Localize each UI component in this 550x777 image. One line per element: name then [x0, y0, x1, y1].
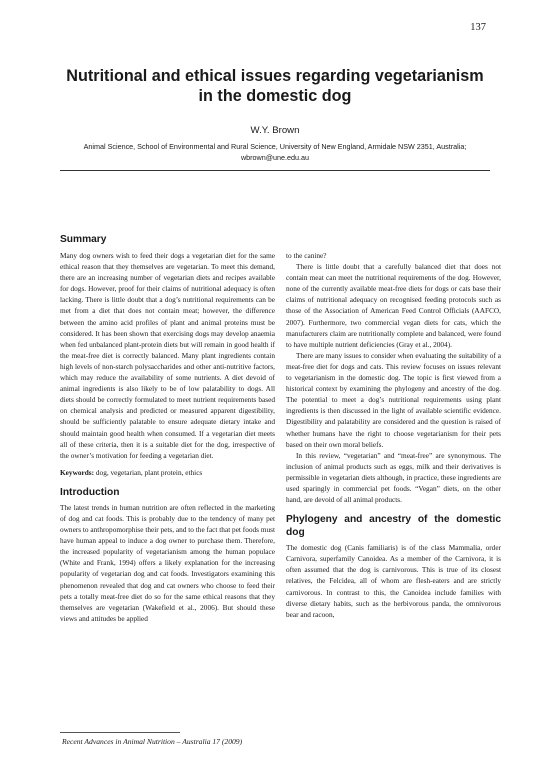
keywords [60, 467, 275, 478]
right-paragraph-2: There is little doubt that a carefully balanced diet that does not contain meat can meet the nutritional requirements of the dog. However, none of the currently available meat-free diets for dogs or cats base their claims of nutritional adequacy on recognised feeding protocols such as those of the Association of American Feed Control Officials (AAFCO, 2007). Furthermore, two commercial vegan diets for cats, which the manufacturers claim are nutritionally complete and balanced, were found to have multiple nutrient deficiencies (Gray et al., 2004). [286, 262, 501, 349]
paper-title: Nutritional and ethical issues regarding vegetarianism in the domestic dog [66, 67, 484, 105]
left-column [60, 250, 275, 624]
page-number: 137 [470, 22, 486, 33]
right-paragraph-1: to the canine? [286, 251, 327, 260]
summary-heading: Summary [60, 234, 107, 245]
footer-rule [60, 732, 180, 733]
author: W.Y. Brown [250, 125, 300, 136]
summary-text: Many dog owners wish to feed their dogs a vegetarian diet for the same ethical reason that they themselves are vegetarian. To meet this demand, there are an increasing number of vegetarian diets and recipes available for dogs. However, proof for their claims of nutritional adequacy is often lacking. There is little doubt that a dog’s nutritional requirements can be met from a diet that does not contain meat; however, the difference between the amino acid profiles of plant and animal proteins must be considered. It has been shown that exercising dogs may develop anaemia when fed unbalanced plant-protein diets but will remain in good health if the meat-free diet is correctly balanced. Many plant ingredients contain high levels of non-starch polysaccharides and other anti-nutritive factors, which may reduce the availability of some nutrients. A diet devoid of animal ingredients is also likely to be of low palatability to dogs. All diets should be correctly formulated to meet nutrient requirements based on chemical analysis and predicted or measured apparent digestibility, should be sufficiently palatable to ensure adequate dietary intake and should maintain good health when consumed. If a vegetarian diet meets all of these criteria, then it is a suitable diet for the dog, irrespective of the owner’s motivation for feeding a vegetarian diet. [60, 251, 275, 460]
header-rule [60, 170, 490, 171]
right-paragraph-4: In this review, “vegetarian” and “meat-free” are synonymous. The inclusion of animal products such as eggs, milk and their derivatives is permissible in vegetarian diets although, in practice, these ingredients are used sparingly in commercial pet foods. “Vegan” diets, on the other hand, are devoid of all animal products. [286, 450, 501, 505]
footer-citation: Recent Advances in Animal Nutrition – Australia 17 (2009) [62, 737, 243, 746]
keywords-label: Keywords: [60, 467, 95, 477]
phylogeny-heading: Phylogeny and ancestry of the domestic dog [286, 514, 501, 539]
right-column [286, 250, 501, 620]
intro-text: The latest trends in human nutrition are often reflected in the marketing of dog and cat foods. This is probably due to the tendency of many pet owners to anthropomorphise their pets, and to the fact that pet foods must have human appeal to induce a dog owner to purchase them. Therefore, the increased popularity of vegetarianism among the human populace (White and Frank, 1994) offers a likely explanation for the increasing popularity of vegetarian dog and cat foods. Investigators examining this phenomenon revealed that dog and cat owners who choose to feed their pets a totally meat-free diet do so for the same ethical reasons that they themselves are vegetarian (Wakefield et al., 2006). But should these views and attitudes be applied [60, 502, 276, 623]
affiliation: Animal Science, School of Environmental and Rural Science, University of New England, Armidale NSW 2351, Australia; wbrown@une.edu.au [83, 142, 467, 162]
keywords-text: dog, vegetarian, plant protein, ethics [95, 467, 203, 477]
right-paragraph-3: There are many issues to consider when evaluating the suitability of a meat-free diet for dogs and cats. This review focuses on issues relevant to vegetarianism in the domestic dog. The topic is first viewed from a historical context by examining the phylogeny and ancestry of the dog. The potential to meet a dog’s nutritional requirements using plant ingredients is then discussed in the light of available scientific evidence. Digestibility and palatability are considered and the question is raised of whether humans have the right to choose vegetarianism for their pets based on their own moral beliefs. [286, 350, 501, 449]
intro-heading: Introduction [60, 486, 120, 498]
phylogeny-text: The domestic dog (Canis familiaris) is of the class Mammalia, order Carnivora, superfamily Canoidea. As a member of the Carnivora, it is often assumed that the dog is carnivorous. This is true of its closest relatives, the Felcidea, all of whom are flesh-eaters and are strictly carnivorous. In contrast to this, the Canoidea include families with diverse dietary habits, such as the herbivorous panda, the omnivorous bear and racoon, [286, 543, 501, 619]
